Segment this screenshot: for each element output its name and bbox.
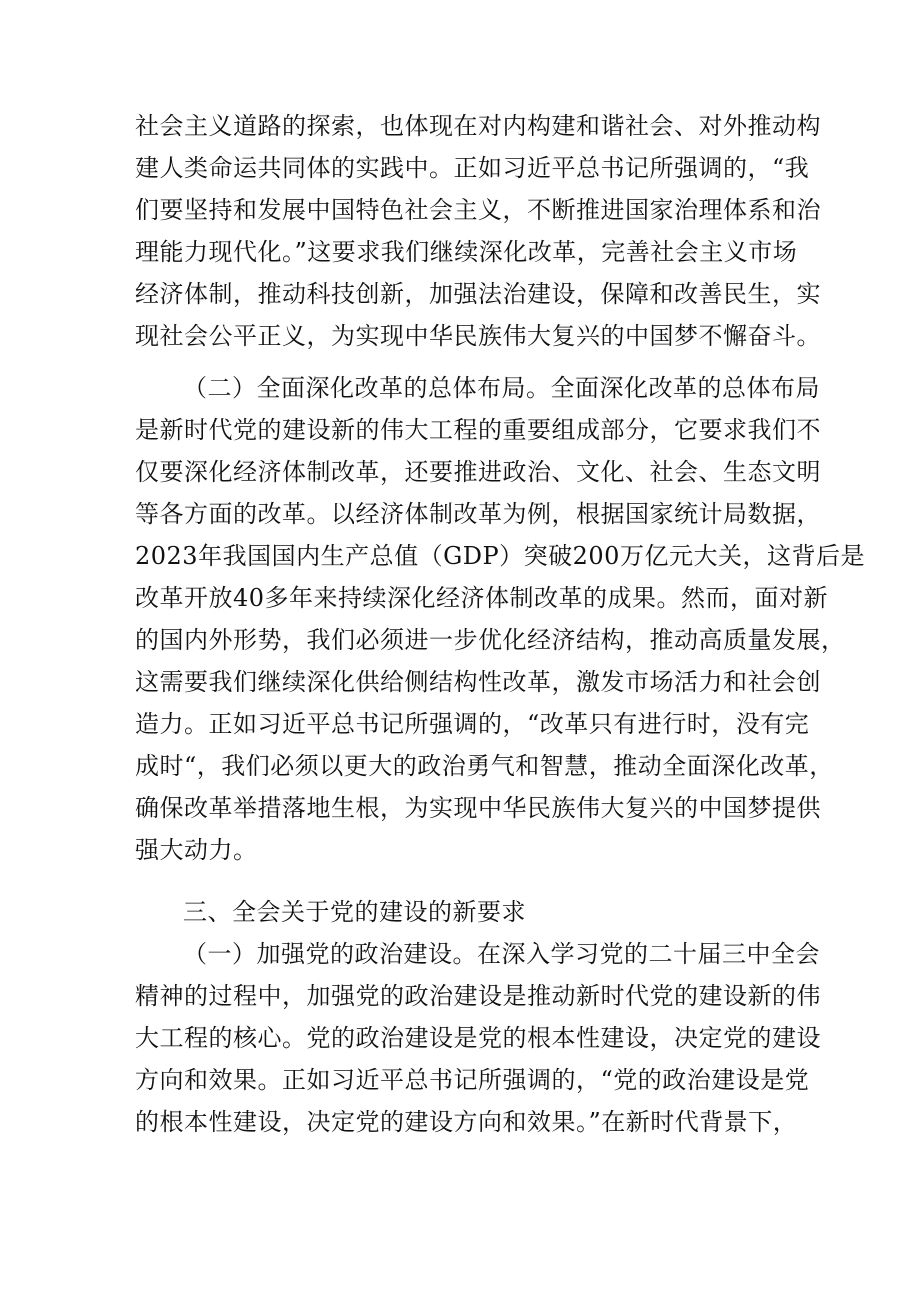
text-line: 的国内外形势，我们必须进一步优化经济结构，推动高质量发展， xyxy=(135,626,846,654)
section-title: 三、全会关于党的建设的新要求 xyxy=(183,898,526,926)
text-line: 大工程的核心。党的政治建设是党的根本性建设，决定党的建设 xyxy=(135,1024,821,1052)
paragraph-reform-layout xyxy=(135,367,865,871)
text-line: 现社会公平正义，为实现中华民族伟大复兴的中国梦不懈奋斗。 xyxy=(135,322,821,350)
text-line: 是新时代党的建设新的伟大工程的重要组成部分，它要求我们不 xyxy=(135,416,821,444)
text-line: 社会主义道路的探索，也体现在对内构建和谐社会、对外推动构 xyxy=(135,112,821,140)
text-line: 确保改革举措落地生根，为实现中华民族伟大复兴的中国梦提供 xyxy=(135,794,821,822)
text-line: 仅要深化经济体制改革，还要推进政治、文化、社会、生态文明 xyxy=(135,458,821,486)
text-line: 的根本性建设，决定党的建设方向和效果。”在新时代背景下， xyxy=(135,1108,798,1136)
text-line: 理能力现代化。”这要求我们继续深化改革，完善社会主义市场 xyxy=(135,238,798,266)
section-heading xyxy=(135,891,791,933)
paragraph-political-building xyxy=(135,933,821,1143)
text-line: 经济体制，推动科技创新，加强法治建设，保障和改善民生，实 xyxy=(135,280,821,308)
text-line: 等各方面的改革。以经济体制改革为例，根据国家统计局数据， xyxy=(135,500,821,528)
text-line: 成时“，我们必须以更大的政治勇气和智慧，推动全面深化改革， xyxy=(135,752,834,780)
text-line: 方向和效果。正如习近平总书记所强调的，“党的政治建设是党 xyxy=(135,1066,810,1094)
text-line: 们要坚持和发展中国特色社会主义，不断推进国家治理体系和治 xyxy=(135,196,821,224)
text-line: （二）全面深化改革的总体布局。全面深化改革的总体布局 xyxy=(183,374,820,402)
text-line: （一）加强党的政治建设。在深入学习党的二十届三中全会 xyxy=(183,940,820,968)
text-line: 造力。正如习近平总书记所强调的，“改革只有进行时，没有完 xyxy=(135,710,810,738)
text-line: 精神的过程中，加强党的政治建设是推动新时代党的建设新的伟 xyxy=(135,982,821,1010)
text-line: 强大动力。 xyxy=(135,836,258,864)
text-line: 这需要我们继续深化供给侧结构性改革，激发市场活力和社会创 xyxy=(135,668,821,696)
text-line: 改革开放40多年来持续深化经济体制改革的成果。然而，面对新 xyxy=(135,584,829,612)
text-line: 2023年我国国内生产总值（GDP）突破200万亿元大关，这背后是 xyxy=(135,542,865,570)
paragraph-continuation xyxy=(135,105,821,357)
text-line: 建人类命运共同体的实践中。正如习近平总书记所强调的，“我 xyxy=(135,154,810,182)
